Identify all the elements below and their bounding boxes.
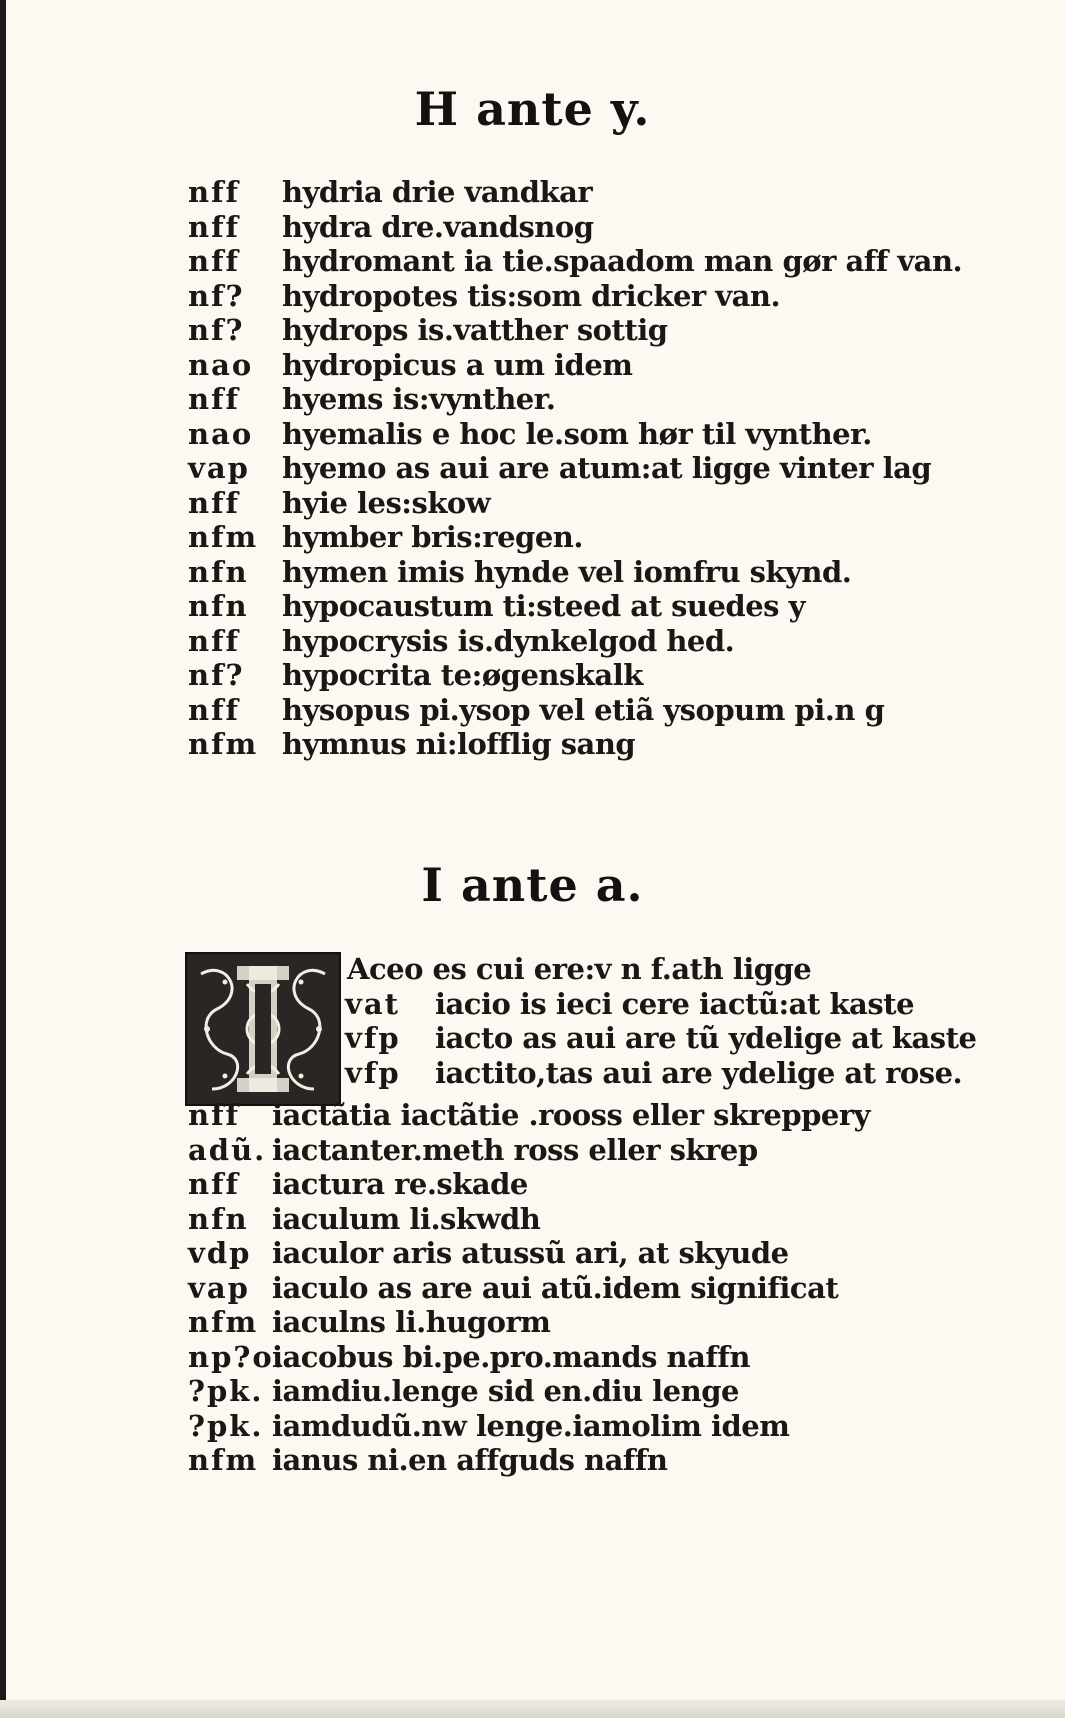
entry-text: hysopus pi.ysop vel etiã ysopum pi.n g bbox=[282, 692, 885, 727]
entry-text: hydra dre.vandsnog bbox=[282, 209, 594, 244]
entry-text: iactura re.skade bbox=[272, 1167, 528, 1201]
section-heading-i: I ante a. bbox=[421, 858, 644, 912]
grammar-code: ?pk. bbox=[188, 1374, 264, 1408]
entry-text: iacto as aui are tũ ydelige at kaste bbox=[435, 1021, 977, 1055]
grammar-code: np?o. bbox=[188, 1339, 286, 1374]
grammar-code: vfp bbox=[345, 1055, 401, 1090]
grammar-code: nff bbox=[188, 692, 241, 727]
entry-text: iamdiu.lenge sid en.diu lenge bbox=[272, 1374, 739, 1408]
grammar-code: nao bbox=[188, 416, 254, 451]
grammar-code: nff bbox=[188, 175, 241, 209]
grammar-code: ?pk. bbox=[188, 1408, 264, 1443]
entry-text: hypocrita te:øgenskalk bbox=[282, 658, 643, 692]
grammar-code: nff bbox=[188, 485, 241, 520]
entry-text: iamdudũ.nw lenge.iamolim idem bbox=[272, 1408, 790, 1443]
ornamental-initial-icon bbox=[185, 952, 341, 1106]
grammar-code: nff bbox=[188, 209, 241, 244]
grammar-code: vap bbox=[188, 451, 250, 485]
grammar-code: nfm bbox=[188, 520, 259, 554]
grammar-code: nf? bbox=[188, 658, 245, 692]
grammar-code: nfn bbox=[188, 1201, 249, 1236]
entry-text: iaculns li.hugorm bbox=[272, 1305, 551, 1339]
grammar-code: nf? bbox=[188, 313, 245, 347]
grammar-code: vdp bbox=[188, 1236, 252, 1270]
entry-text: hyems is:vynther. bbox=[282, 382, 556, 416]
entry-text: hymen imis hynde vel iomfru skynd. bbox=[282, 554, 852, 589]
entry-text: hymber bris:regen. bbox=[282, 520, 583, 554]
grammar-code: nfm bbox=[188, 1443, 259, 1477]
grammar-code: nf? bbox=[188, 278, 245, 313]
grammar-code: nao bbox=[188, 347, 254, 382]
grammar-code: nfn bbox=[188, 589, 249, 623]
entry-text: hyemo as aui are atum:at ligge vinter lag bbox=[282, 451, 932, 485]
entry-text: iaculor aris atussũ ari, at skyude bbox=[272, 1236, 789, 1270]
entry-text: iaculo as are aui atũ.idem significat bbox=[272, 1270, 839, 1305]
grammar-code: nff bbox=[188, 244, 241, 278]
grammar-code: nfm bbox=[188, 727, 259, 761]
grammar-code: vfp bbox=[345, 1021, 401, 1055]
entry-text: iactãtia iactãtie .rooss eller skreppery bbox=[272, 1098, 870, 1132]
section-heading-h: H ante y. bbox=[414, 82, 651, 136]
entry-text: hydropicus a um idem bbox=[282, 347, 633, 382]
page-bottom-edge bbox=[0, 1700, 1065, 1718]
grammar-code: nff bbox=[188, 382, 241, 416]
entry-text: iactito,tas aui are ydelige at rose. bbox=[435, 1055, 963, 1090]
entry-text: hydrops is.vatther sottig bbox=[282, 313, 668, 347]
entry-text: hymnus ni:lofflig sang bbox=[282, 727, 636, 761]
grammar-code: nff bbox=[188, 623, 241, 658]
grammar-code: nff bbox=[188, 1167, 241, 1201]
entry-text: hydria drie vandkar bbox=[282, 175, 593, 209]
entry-text: hyie les:skow bbox=[282, 485, 491, 520]
entry-text: iaculum li.skwdh bbox=[272, 1201, 541, 1236]
entry-text: Aceo es cui ere:v n f.ath ligge bbox=[347, 952, 812, 986]
entry-text: hypocrysis is.dynkelgod hed. bbox=[282, 623, 735, 658]
grammar-code: nfm bbox=[188, 1305, 259, 1339]
entry-text: iacio is ieci cere iactũ:at kaste bbox=[435, 986, 915, 1021]
entry-text: hyemalis e hoc le.som hør til vynther. bbox=[282, 416, 872, 451]
entry-text: hydropotes tis:som dricker van. bbox=[282, 278, 781, 313]
entry-text: hypocaustum ti:steed at suedes y bbox=[282, 589, 805, 623]
grammar-code: nfn bbox=[188, 554, 249, 589]
grammar-code: vat bbox=[345, 986, 401, 1021]
entry-text: hydromant ia tie.spaadom man gør aff van. bbox=[282, 244, 963, 278]
entry-text: ianus ni.en affguds naffn bbox=[272, 1443, 668, 1477]
grammar-code: vap bbox=[188, 1270, 250, 1305]
entry-text: iactanter.meth ross eller skrep bbox=[272, 1132, 758, 1167]
grammar-code: nff bbox=[188, 1098, 241, 1132]
entry-text: iacobus bi.pe.pro.mands naffn bbox=[272, 1339, 750, 1374]
grammar-code: adũ. bbox=[188, 1132, 267, 1167]
